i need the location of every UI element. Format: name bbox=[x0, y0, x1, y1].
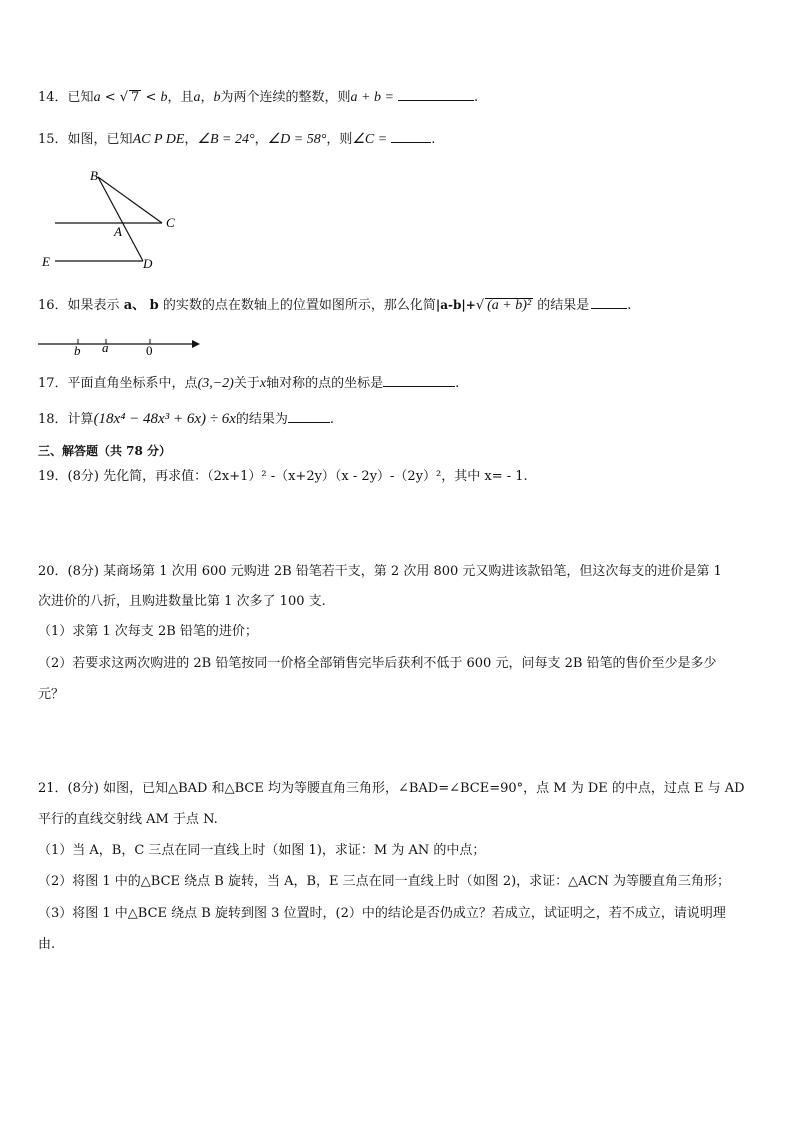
q14-text-2: ，且 bbox=[167, 90, 194, 105]
question-21-line-1: 21．(8分) 如图，已知△BAD 和△BCE 均为等腰直角三角形，∠BAD=∠BCE=90°，点 M 为 DE 的中点，过点 E 与 AD bbox=[38, 781, 745, 796]
label-b: B bbox=[90, 168, 98, 183]
label-zero: 0 bbox=[146, 343, 153, 358]
q17-end: . bbox=[455, 376, 460, 391]
number-line-figure bbox=[36, 334, 206, 358]
q15-text-2: ， bbox=[184, 132, 198, 147]
question-18 bbox=[38, 410, 334, 429]
question-19: 19．(8分) 先化简，再求值：（2x+1）² -（x+2y）（x - 2y）-（2y）²，其中 x= - 1. bbox=[38, 469, 528, 484]
question-16 bbox=[38, 296, 631, 315]
q14-number: 14． bbox=[38, 90, 68, 105]
section-heading: 三、解答题（共 78 分） bbox=[38, 444, 172, 458]
q14-var-a2: a bbox=[193, 90, 201, 105]
q16-abs: |a-b|+ bbox=[435, 298, 476, 312]
label-a: A bbox=[114, 224, 122, 239]
q14-var-b2: b bbox=[213, 90, 221, 105]
q17-text-1: 平面直角坐标系中，点 bbox=[67, 376, 198, 391]
q15-text-1: 如图，已知 bbox=[67, 132, 133, 147]
q15-end: . bbox=[431, 132, 436, 147]
q17-number: 17． bbox=[38, 376, 68, 391]
q16-text-2: 的实数的点在数轴上的位置如图所示，那么化简 bbox=[158, 298, 436, 313]
q16-text-1: 如果表示 bbox=[67, 298, 124, 313]
label-b: b bbox=[74, 343, 81, 358]
q18-text-2: 的结果为 bbox=[235, 412, 288, 427]
q17-point: (3,−2) bbox=[197, 376, 234, 391]
q14-answer-blank[interactable] bbox=[398, 88, 474, 101]
segment-bd bbox=[98, 177, 143, 261]
q15-angle-b: ∠B = 24° bbox=[197, 132, 255, 147]
q15-answer-blank[interactable] bbox=[391, 130, 431, 143]
segment-bc bbox=[98, 177, 162, 223]
question-20-part-1: （1）求第 1 次每支 2B 铅笔的进价； bbox=[38, 624, 258, 639]
q18-answer-blank[interactable] bbox=[288, 410, 330, 423]
q15-text-3: ， bbox=[254, 132, 268, 147]
q18-end: . bbox=[329, 412, 335, 427]
q15-parallel-relation: AC P DE bbox=[132, 132, 185, 147]
question-15 bbox=[38, 130, 435, 149]
question-21-part-3: （3）将图 1 中△BCE 绕点 B 旋转到图 3 位置时，(2）中的结论是否仍成立？若成立，试证明之，若不成立，请说明理 bbox=[38, 906, 726, 921]
q17-x: x bbox=[259, 376, 267, 391]
question-14 bbox=[38, 88, 478, 107]
sqrt-icon: √ bbox=[475, 298, 485, 313]
q15-figure bbox=[30, 165, 190, 275]
q14-var-b: b bbox=[160, 90, 168, 105]
question-20-part-2: （2）若要求这两次购进的 2B 铅笔按同一价格全部销售完毕后获利不低于 600 元，问每支 2B 铅笔的售价至少是多少 bbox=[38, 656, 717, 671]
sqrt-icon: √ bbox=[119, 90, 129, 105]
q14-var-a: a bbox=[93, 90, 101, 105]
question-20-line-2: 次进价的八折，且购进数量比第 1 次多了 100 支. bbox=[38, 594, 326, 609]
question-20-line-1: 20．(8分) 某商场第 1 次用 600 元购进 2B 铅笔若干支，第 2 次用 800 元又购进该款铅笔，但这次每支的进价是第 1 bbox=[38, 564, 722, 579]
question-21-part-3-cont: 由. bbox=[38, 937, 56, 952]
q15-number: 15． bbox=[38, 132, 68, 147]
label-a: a bbox=[102, 340, 109, 355]
q17-text-3: 轴对称的点的坐标是 bbox=[266, 376, 384, 391]
q17-text-2: 关于 bbox=[233, 376, 260, 391]
arrow-right-icon bbox=[192, 340, 200, 348]
q18-text-1: 计算 bbox=[67, 412, 94, 427]
q16-answer-blank[interactable] bbox=[591, 296, 627, 309]
question-21-part-2: （2）将图 1 中的△BCE 绕点 B 旋转，当 A，B，E 三点在同一直线上时（如图 2)，求证：△ACN 为等腰直角三角形； bbox=[38, 874, 730, 889]
q16-number: 16． bbox=[38, 298, 68, 313]
question-21-part-1: （1）当 A，B，C 三点在同一直线上时（如图 1)，求证：M 为 AN 的中点； bbox=[38, 843, 486, 858]
q15-text-4: ，则 bbox=[326, 132, 353, 147]
q14-lt-2: < bbox=[141, 90, 161, 105]
q18-expression: (18x⁴ − 48x³ + 6x) ÷ 6x bbox=[93, 411, 236, 427]
q14-text-4: 为两个连续的整数，则 bbox=[220, 90, 351, 105]
q17-answer-blank[interactable] bbox=[383, 374, 455, 387]
q16-text-3: 的结果是 bbox=[533, 298, 590, 313]
q14-lt-1: < bbox=[100, 90, 120, 105]
q14-end: . bbox=[473, 90, 479, 105]
q14-radicand: 7 bbox=[131, 90, 140, 105]
q16-sqrt-expression: (a + b)² bbox=[487, 298, 532, 313]
q16-ab: a、 b bbox=[123, 298, 159, 313]
question-20-part-2-cont: 元？ bbox=[38, 687, 65, 702]
label-c: C bbox=[166, 215, 175, 230]
q14-expression: a + b = bbox=[350, 90, 394, 105]
q18-number: 18． bbox=[38, 412, 68, 427]
q14-text-3: ， bbox=[200, 90, 214, 105]
label-e: E bbox=[42, 254, 50, 269]
q16-end: . bbox=[627, 298, 632, 313]
question-21-line-2: 平行的直线交射线 AM 于点 N. bbox=[38, 812, 218, 827]
question-17 bbox=[38, 374, 459, 393]
q15-angle-c: ∠C = bbox=[352, 132, 388, 147]
q15-angle-d: ∠D = 58° bbox=[267, 132, 327, 147]
label-d: D bbox=[143, 256, 153, 271]
q14-text-1: 已知 bbox=[67, 90, 94, 105]
